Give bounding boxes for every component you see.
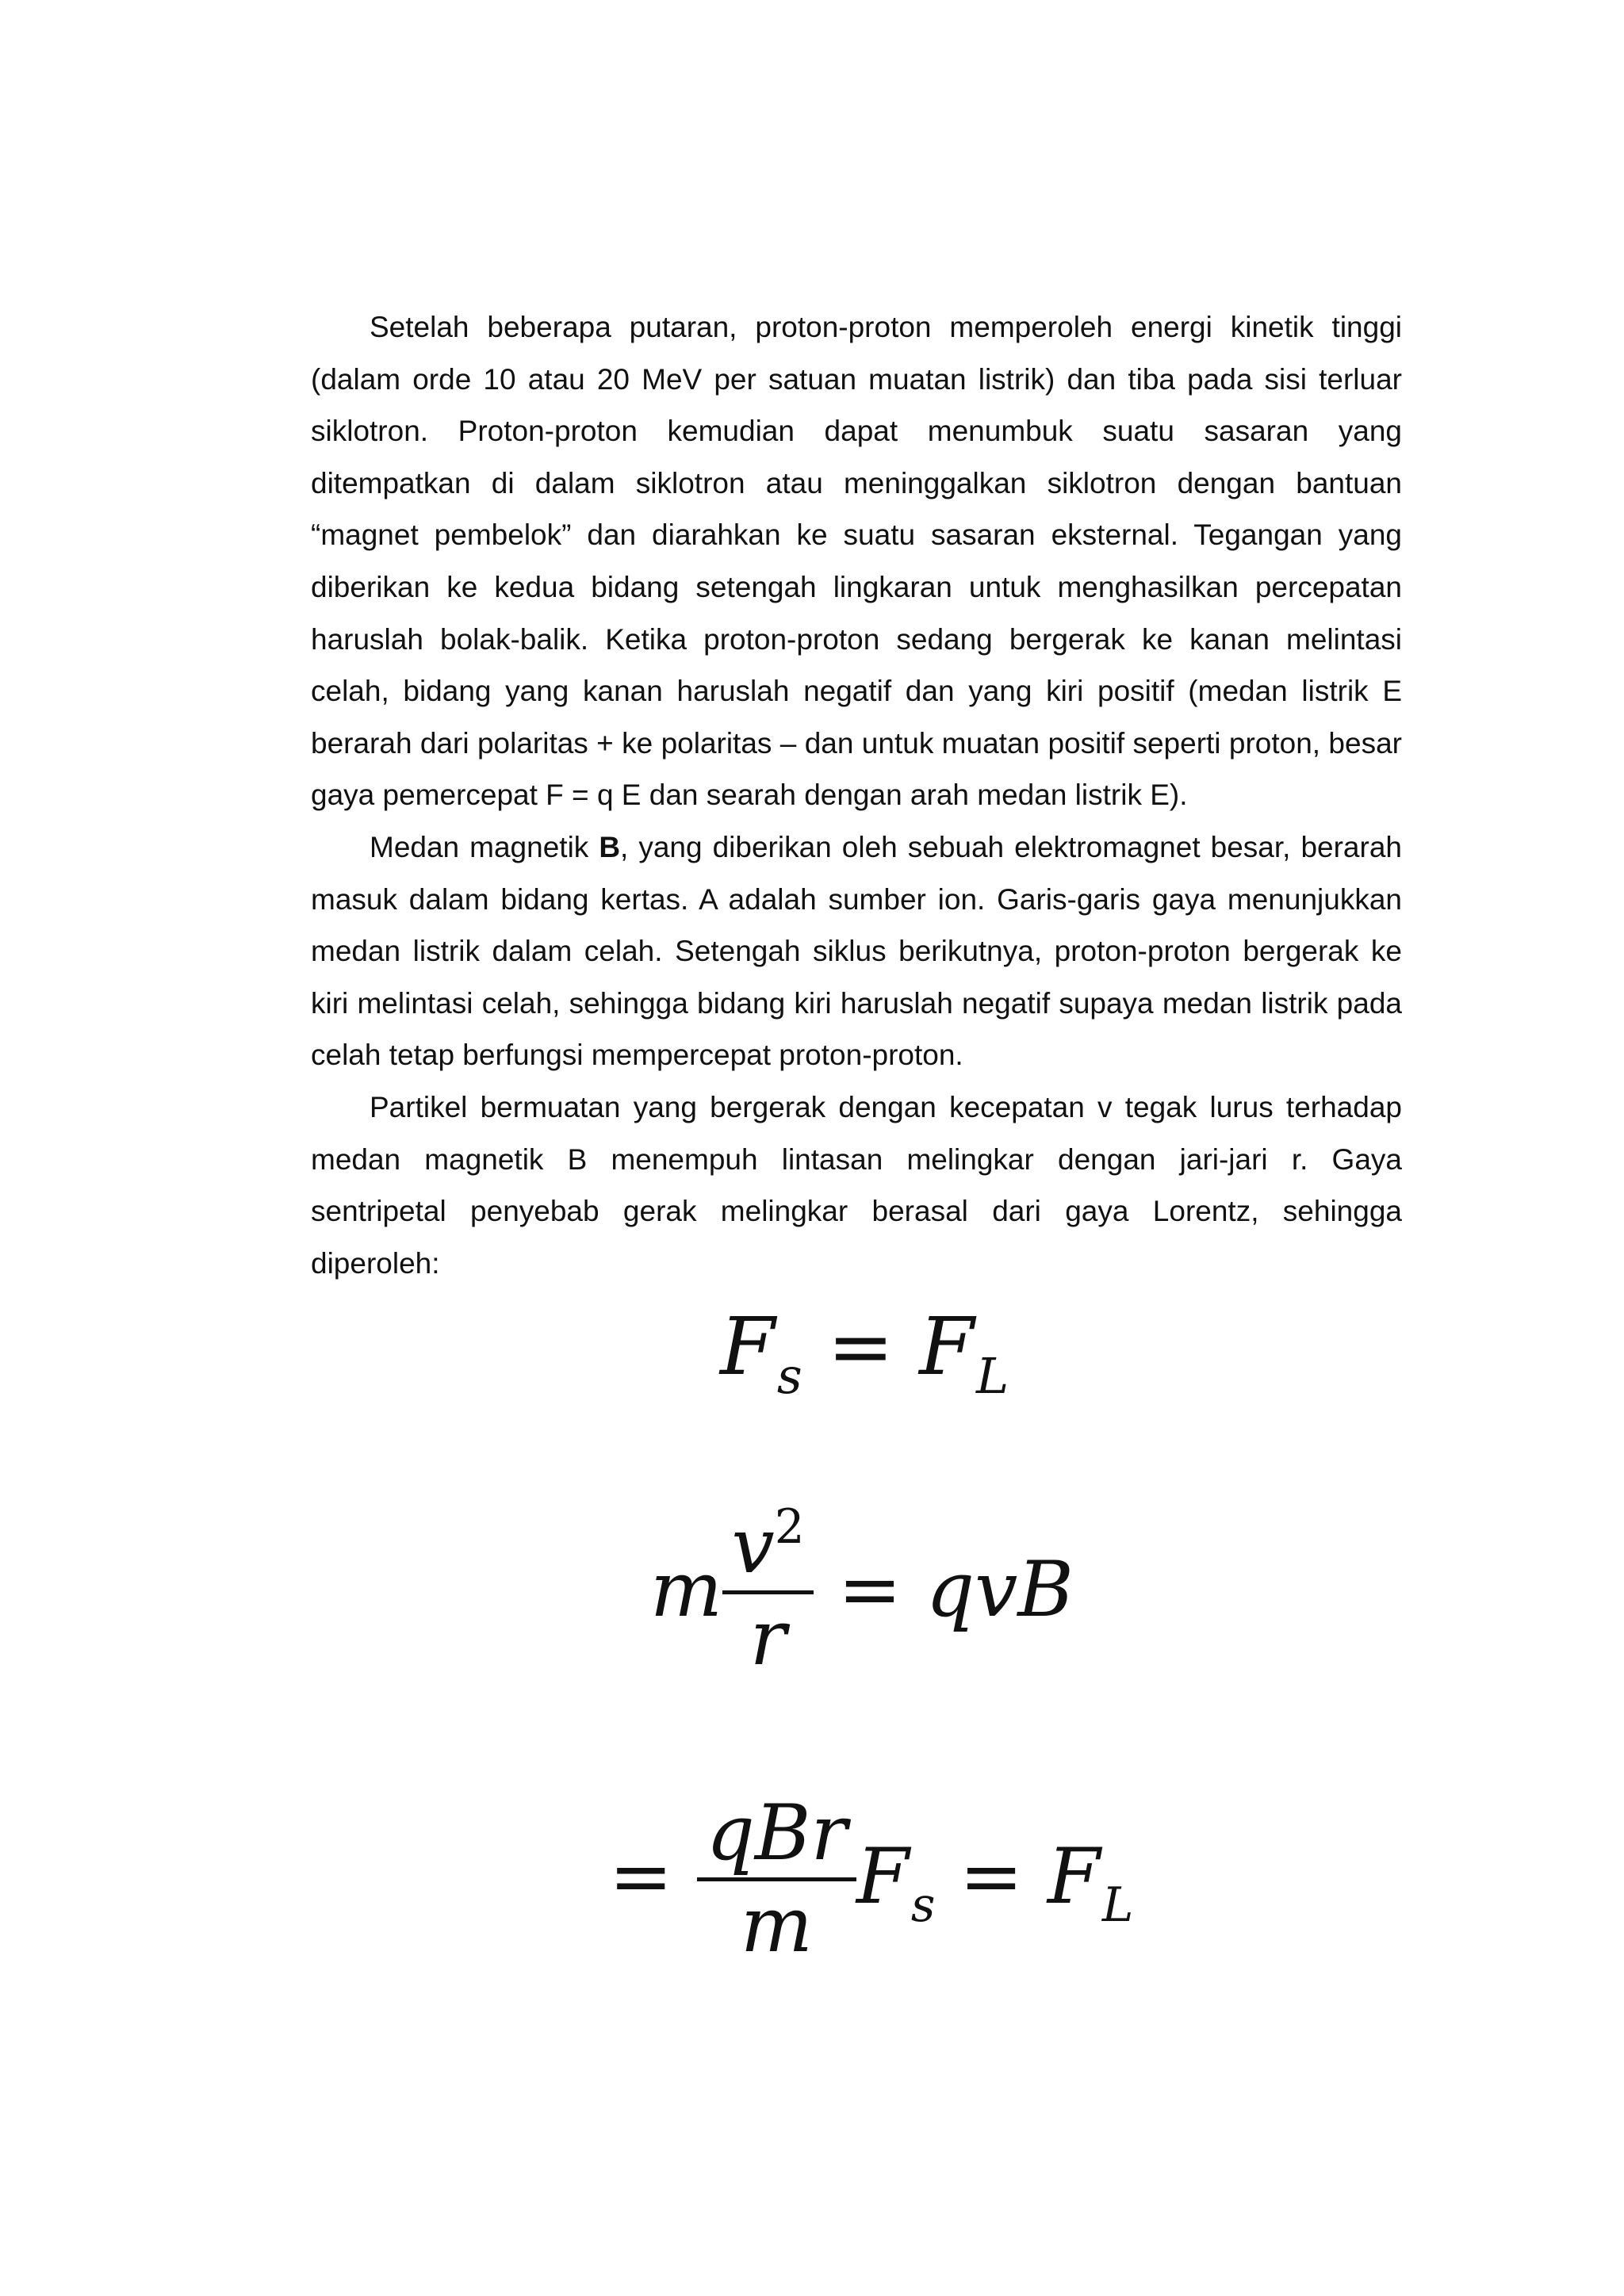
body-text xyxy=(311,301,1402,1289)
eq3-rhs: F xyxy=(1047,1831,1101,1921)
paragraph-1: Setelah beberapa putaran, proton-proton memperoleh energi kinetik tinggi (dalam orde 10 atau 20 MeV per satuan muatan listrik) dan tiba pada sisi terluar siklotron. Proton-proton kemudian dapat menumbuk suatu sasaran yang ditempatkan di dalam siklotron atau meninggalkan siklotron dengan bantuan “magnet pembelok” dan diarahkan ke suatu sasaran eksternal. Tegangan yang diberikan ke kedua bidang setengah lingkaran untuk menghasilkan percepatan haruslah bolak-balik. Ketika proton-proton sedang bergerak ke kanan melintasi celah, bidang yang kanan haruslah negatif dan yang kiri positif (medan listrik E berarah dari polaritas + ke polaritas – dan untuk muatan positif seperti proton, besar gaya pemercepat F = q E dan searah dengan arah medan listrik E). xyxy=(311,311,1402,812)
equation-centripetal-lorentz xyxy=(650,1500,1074,1686)
eq3-rhs-subscript: L xyxy=(1101,1877,1134,1933)
eq3-lead-equals: = xyxy=(609,1831,673,1921)
eq2-denominator: r xyxy=(749,1593,787,1682)
paragraph-2-rest: , yang diberikan oleh sebuah elektromagnet besar, berarah masuk dalam bidang kertas. A adalah sumber ion. Garis-garis gaya menunjukkan medan listrik dalam celah. Setengah siklus berikutnya, proton-proton bergerak ke kiri melintasi celah, sehingga bidang kiri haruslah negatif supaya medan listrik pada celah tetap berfungsi mempercepat proton-proton. xyxy=(311,830,1402,1072)
eq1-lhs-subscript: s xyxy=(776,1346,802,1405)
eq2-numerator-base: v xyxy=(731,1502,775,1591)
eq1-rhs: F xyxy=(919,1300,975,1393)
eq1-rhs-subscript: L xyxy=(975,1346,1009,1405)
magnetic-field-symbol: B xyxy=(599,830,621,863)
eq3-mid-subscript: s xyxy=(910,1877,936,1933)
eq3-fraction xyxy=(697,1789,856,1969)
paragraph-2-start: Medan magnetik xyxy=(370,830,599,863)
eq3-mid: F xyxy=(856,1831,910,1921)
eq2-fraction xyxy=(722,1502,814,1682)
eq2-equals: = xyxy=(837,1544,902,1634)
eq1-equals: = xyxy=(827,1300,894,1393)
equation-result xyxy=(609,1789,1134,1973)
eq2-numerator-exponent: 2 xyxy=(774,1500,805,1556)
eq3-numerator: qBr xyxy=(697,1789,856,1881)
eq2-numerator xyxy=(722,1502,814,1594)
equation-force-balance xyxy=(720,1300,1009,1405)
eq1-lhs: F xyxy=(720,1300,776,1393)
eq2-mass: m xyxy=(650,1544,723,1634)
paragraph-2 xyxy=(311,821,1402,1081)
eq3-equals: = xyxy=(959,1831,1024,1921)
paragraph-3: Partikel bermuatan yang bergerak dengan kecepatan v tegak lurus terhadap medan magnetik B menempuh lintasan melingkar dengan jari-jari r. Gaya sentripetal penyebab gerak melingkar berasal dari gaya Lorentz, sehingga diperoleh: xyxy=(311,1090,1402,1280)
eq3-denominator: m xyxy=(740,1880,813,1969)
eq2-rhs: qvB xyxy=(925,1544,1074,1634)
